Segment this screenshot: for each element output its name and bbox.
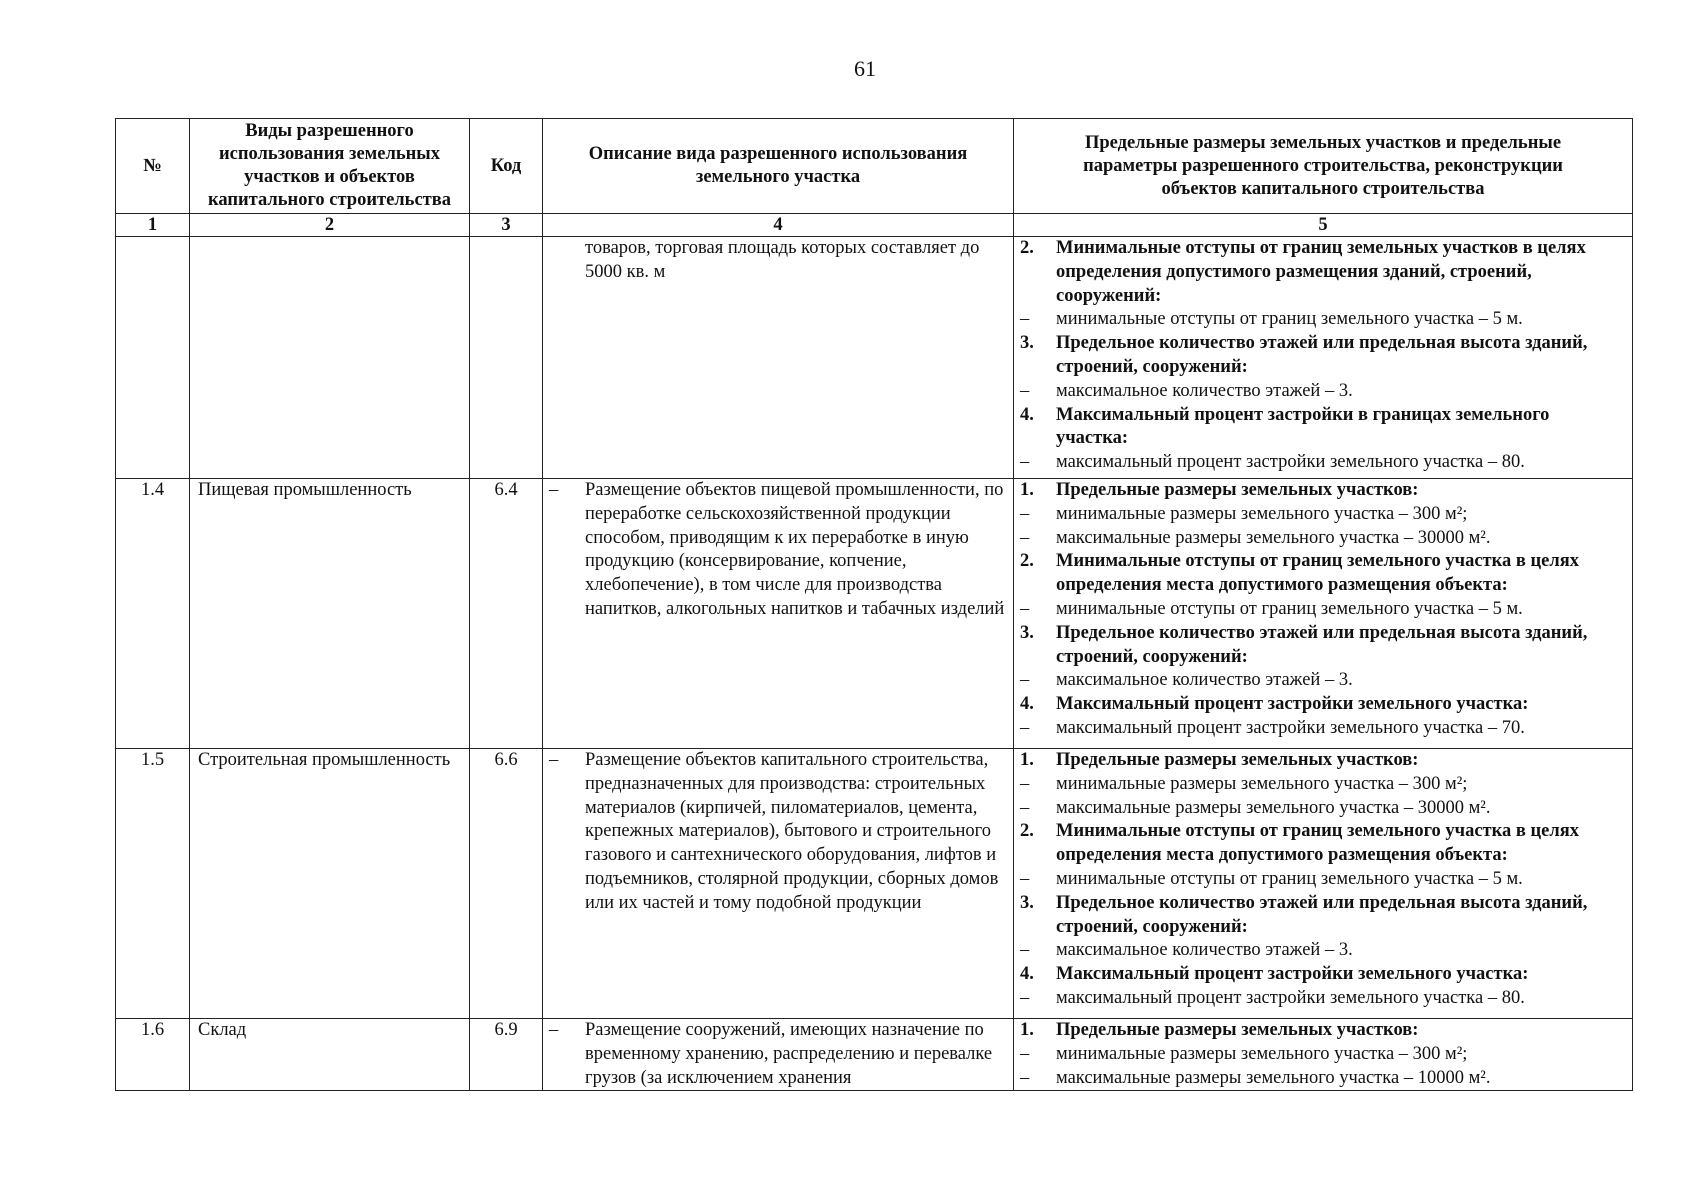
row-use-type: Склад xyxy=(190,1019,470,1091)
parameter-marker: – xyxy=(1020,1067,1030,1088)
table-row xyxy=(116,1019,1633,1091)
table-body xyxy=(116,237,1633,1091)
parameter-marker: – xyxy=(1020,797,1030,818)
parameter-marker: – xyxy=(1020,452,1030,473)
parameter-text: минимальные отступы от границ земельного участка – 5 м. xyxy=(1056,598,1523,619)
parameter-text: максимальный процент застройки земельного участка – 80. xyxy=(1056,452,1525,473)
row-number: 1.6 xyxy=(116,1019,190,1091)
column-number: 5 xyxy=(1014,214,1633,237)
parameter-marker: 1. xyxy=(1020,1020,1034,1040)
parameter-text: минимальные размеры земельного участка – 300 м²; xyxy=(1056,773,1468,794)
parameter-marker: – xyxy=(1020,717,1030,738)
parameter-marker: – xyxy=(1020,987,1030,1008)
description-marker: – xyxy=(549,750,559,770)
parameter-item xyxy=(1020,1067,1626,1091)
header-description: Описание вида разрешенного использования земельного участка xyxy=(543,119,1014,214)
parameter-marker: 4. xyxy=(1020,404,1034,425)
parameter-text: максимальные размеры земельного участка – 30000 м². xyxy=(1056,797,1491,818)
parameter-item xyxy=(1020,669,1626,693)
parameter-heading xyxy=(1020,963,1626,987)
parameter-marker: 2. xyxy=(1020,238,1034,258)
parameter-text: максимальное количество этажей – 3. xyxy=(1056,940,1353,961)
row-description xyxy=(543,479,1014,749)
page-number: 61 xyxy=(854,56,876,81)
parameter-heading xyxy=(1020,550,1626,598)
parameter-text: Максимальный процент застройки земельного участка: xyxy=(1056,964,1529,985)
description-item xyxy=(549,237,1007,285)
description-item xyxy=(549,1019,1007,1090)
parameter-text: Минимальные отступы от границ земельных участков в целях определения допустимого размещения зданий, строений, сооружений: xyxy=(1056,238,1586,306)
parameter-text: минимальные отступы от границ земельного участка – 5 м. xyxy=(1056,868,1523,889)
parameter-text: минимальные отступы от границ земельного участка – 5 м. xyxy=(1056,309,1523,330)
column-numbers-row xyxy=(116,214,1633,237)
table-row xyxy=(116,237,1633,479)
parameter-item xyxy=(1020,717,1626,741)
parameter-item xyxy=(1020,797,1626,821)
parameter-item xyxy=(1020,308,1626,332)
row-number: 1.4 xyxy=(116,479,190,749)
parameter-item xyxy=(1020,598,1626,622)
parameter-text: минимальные размеры земельного участка – 300 м²; xyxy=(1056,1043,1468,1064)
parameter-heading xyxy=(1020,622,1626,670)
description-marker: – xyxy=(549,1020,559,1040)
column-number: 1 xyxy=(116,214,190,237)
parameter-marker: – xyxy=(1020,598,1030,619)
parameter-item xyxy=(1020,380,1626,404)
parameter-text: максимальные размеры земельного участка – 10000 м². xyxy=(1056,1067,1491,1088)
parameter-text: максимальный процент застройки земельного участка – 80. xyxy=(1056,987,1525,1008)
header-num: № xyxy=(116,119,190,214)
parameter-text: Предельное количество этажей или предельная высота зданий, строений, сооружений: xyxy=(1056,333,1588,377)
parameter-text: Максимальный процент застройки в границах земельного участка: xyxy=(1056,404,1550,449)
row-description xyxy=(543,237,1014,479)
row-parameters xyxy=(1014,1019,1633,1091)
parameter-text: Предельное количество этажей или предельная высота зданий, строений, сооружений: xyxy=(1056,892,1588,937)
parameter-marker: 3. xyxy=(1020,622,1034,643)
row-parameters xyxy=(1014,749,1633,1019)
parameter-heading xyxy=(1020,749,1626,773)
parameter-text: Предельное количество этажей или предельная высота зданий, строений, сооружений: xyxy=(1056,622,1588,667)
row-use-type xyxy=(190,237,470,479)
parameter-heading xyxy=(1020,404,1626,452)
table-row xyxy=(116,479,1633,749)
parameter-heading xyxy=(1020,820,1626,868)
parameter-text: Предельные размеры земельных участков: xyxy=(1056,750,1419,770)
parameter-heading xyxy=(1020,1019,1626,1043)
table-row xyxy=(116,749,1633,1019)
parameter-item xyxy=(1020,868,1626,892)
parameter-text: Минимальные отступы от границ земельного участка в целях определения места допустимого размещения объекта: xyxy=(1056,551,1579,596)
row-code: 6.9 xyxy=(470,1019,543,1091)
parameter-text: Минимальные отступы от границ земельного участка в целях определения места допустимого размещения объекта: xyxy=(1056,821,1579,866)
parameter-text: максимальное количество этажей – 3. xyxy=(1056,670,1353,691)
parameter-text: Предельные размеры земельных участков: xyxy=(1056,1020,1419,1040)
parameter-marker: 1. xyxy=(1020,480,1034,500)
parameter-text: Максимальный процент застройки земельного участка: xyxy=(1056,694,1529,715)
zoning-table xyxy=(115,118,1633,1091)
row-number: 1.5 xyxy=(116,749,190,1019)
parameter-marker: 3. xyxy=(1020,892,1034,913)
parameter-marker: 2. xyxy=(1020,821,1034,842)
row-code: 6.6 xyxy=(470,749,543,1019)
parameter-text: максимальное количество этажей – 3. xyxy=(1056,380,1353,401)
parameter-item xyxy=(1020,939,1626,963)
column-number: 3 xyxy=(470,214,543,237)
parameter-text: Предельные размеры земельных участков: xyxy=(1056,480,1419,500)
parameter-marker: – xyxy=(1020,503,1030,524)
row-parameters xyxy=(1014,479,1633,749)
description-item xyxy=(549,479,1007,622)
parameter-heading xyxy=(1020,693,1626,717)
parameter-marker: – xyxy=(1020,527,1030,548)
parameter-item xyxy=(1020,987,1626,1011)
parameter-marker: – xyxy=(1020,1043,1030,1064)
parameter-heading xyxy=(1020,332,1626,380)
row-code: 6.4 xyxy=(470,479,543,749)
parameter-item xyxy=(1020,451,1626,475)
parameter-marker: 2. xyxy=(1020,551,1034,572)
header-code: Код xyxy=(470,119,543,214)
row-parameters xyxy=(1014,237,1633,479)
parameter-marker: 4. xyxy=(1020,694,1034,715)
table-header-row xyxy=(116,119,1633,214)
parameter-marker: – xyxy=(1020,380,1030,401)
row-description xyxy=(543,1019,1014,1091)
parameter-marker: – xyxy=(1020,309,1030,330)
parameter-text: максимальные размеры земельного участка – 30000 м². xyxy=(1056,527,1491,548)
parameter-marker: 3. xyxy=(1020,333,1034,354)
description-marker xyxy=(549,237,585,285)
description-text: товаров, торговая площадь которых составляет до 5000 кв. м xyxy=(585,238,980,282)
row-number xyxy=(116,237,190,479)
parameter-item xyxy=(1020,527,1626,551)
parameter-marker: 4. xyxy=(1020,964,1034,985)
row-use-type: Строительная промышленность xyxy=(190,749,470,1019)
row-use-type: Пищевая промышленность xyxy=(190,479,470,749)
description-text: Размещение сооружений, имеющих назначение по временному хранению, распределению и перевалке грузов (за исключением хранения xyxy=(585,1020,993,1088)
column-number: 2 xyxy=(190,214,470,237)
parameter-item xyxy=(1020,503,1626,527)
description-text: Размещение объектов пищевой промышленности, по переработке сельскохозяйственной продукции способом, приводящим к их переработке в иную продукцию (консервирование, копчение, хлебопечение), в том числе для производства напитков, алкогольных напитков и табачных изделий xyxy=(585,480,1005,619)
header-params: Предельные размеры земельных участков и предельные параметры разрешенного строительства, реконструкции объектов капитального строительства xyxy=(1014,119,1633,214)
parameter-text: максимальный процент застройки земельного участка – 70. xyxy=(1056,717,1525,738)
row-code xyxy=(470,237,543,479)
parameter-marker: – xyxy=(1020,670,1030,691)
row-description xyxy=(543,749,1014,1019)
header-types: Виды разрешенного использования земельных участков и объектов капитального строительства xyxy=(190,119,470,214)
parameter-marker: – xyxy=(1020,773,1030,794)
parameter-marker: – xyxy=(1020,868,1030,889)
description-text: Размещение объектов капитального строительства, предназначенных для производства: строительных материалов (кирпичей, пиломатериалов, цемента, крепежных материалов), бытового и строительного газового и сантехнического оборудования, лифтов и подъемников, столярной продукции, сборных домов или их частей и тому подобной продукции xyxy=(585,750,999,913)
column-number: 4 xyxy=(543,214,1014,237)
parameter-item xyxy=(1020,1043,1626,1067)
parameter-item xyxy=(1020,773,1626,797)
parameter-text: минимальные размеры земельного участка – 300 м²; xyxy=(1056,503,1468,524)
parameter-heading xyxy=(1020,237,1626,308)
parameter-heading xyxy=(1020,479,1626,503)
parameter-marker: – xyxy=(1020,940,1030,961)
parameter-heading xyxy=(1020,892,1626,940)
description-marker: – xyxy=(549,480,559,500)
description-item xyxy=(549,749,1007,916)
parameter-marker: 1. xyxy=(1020,750,1034,770)
